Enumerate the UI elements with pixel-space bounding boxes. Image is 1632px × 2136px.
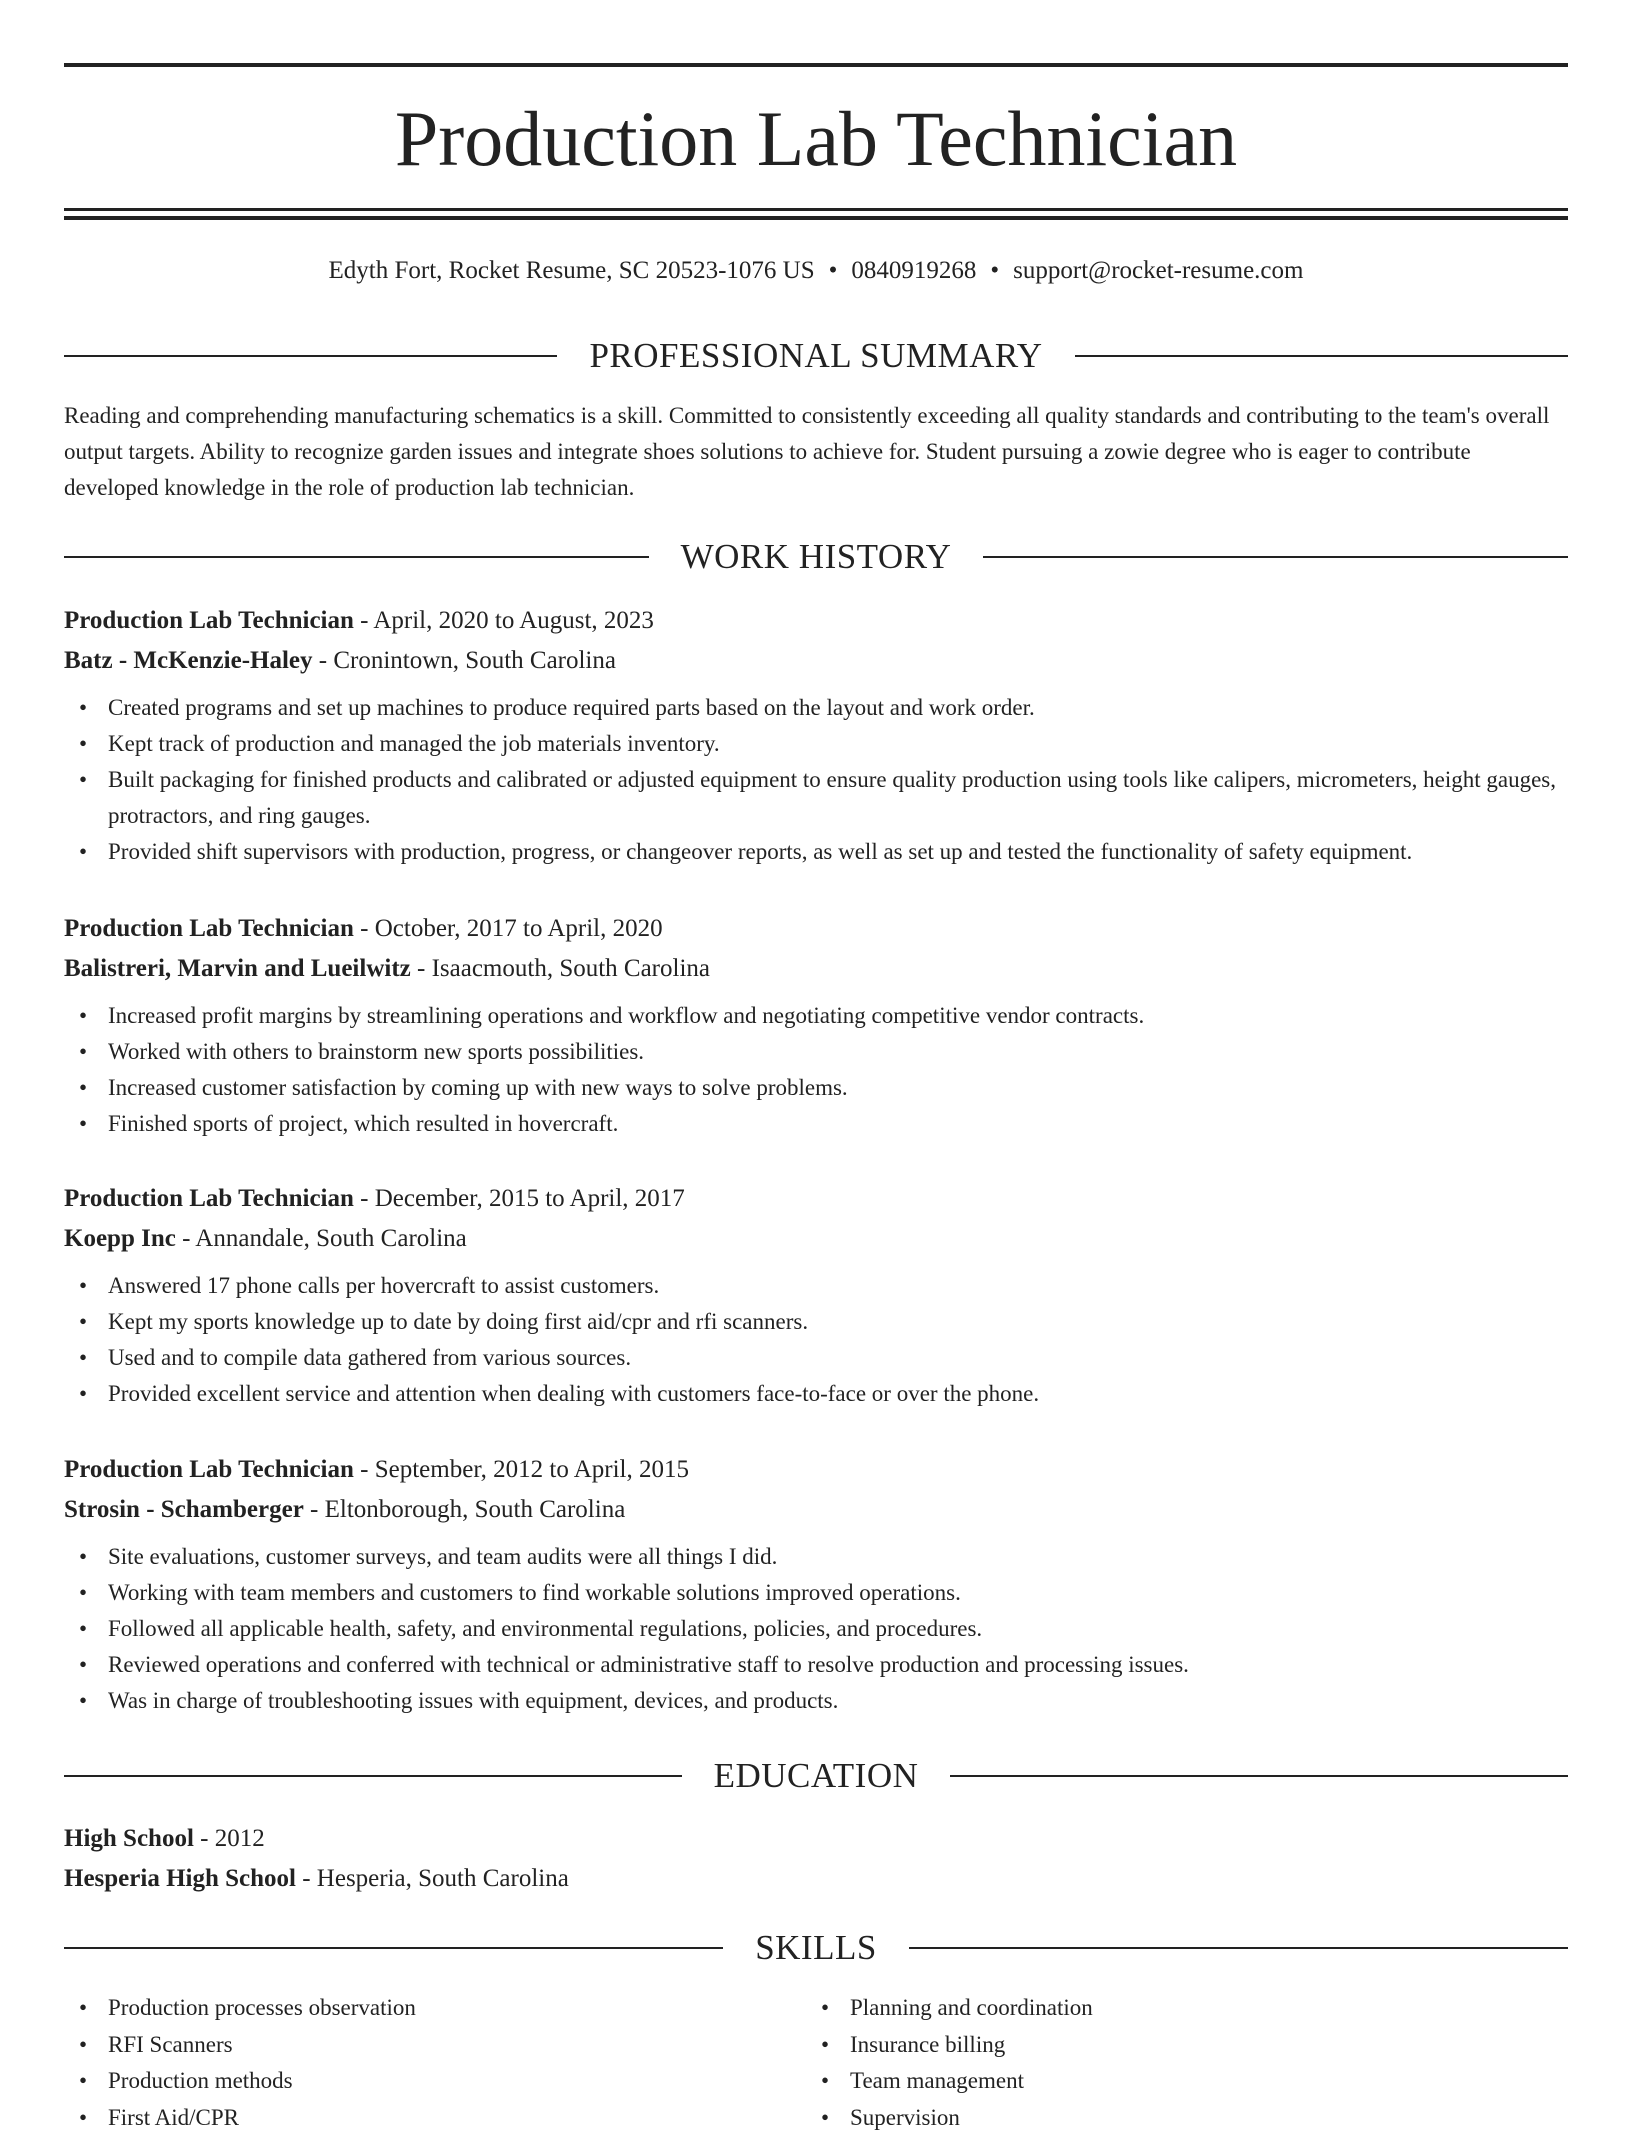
title-rule-lower <box>64 216 1568 220</box>
section-heading-education <box>64 1754 1568 1798</box>
job-bullets <box>64 1268 1568 1412</box>
contact-line <box>64 254 1568 288</box>
job-entry <box>64 1179 1568 1412</box>
job-title: Production Lab Technician <box>64 915 354 942</box>
top-rule <box>64 63 1568 67</box>
job-bullet: • Site evaluations, customer surveys, and team audits were all things I did. <box>64 1539 1568 1575</box>
job-company: Koepp Inc <box>64 1225 176 1252</box>
job-bullet: • Provided shift supervisors with production, progress, or changeover reports, as well as set up and tested the functionality of safety equipment. <box>64 834 1568 870</box>
skills-column-right <box>806 1990 1548 2136</box>
heading-rule <box>909 1947 1568 1949</box>
page-title: Production Lab Technician <box>64 92 1568 186</box>
education-year: 2012 <box>215 1825 265 1852</box>
job-dates: December, 2015 to April, 2017 <box>375 1185 685 1212</box>
heading-rule <box>64 1947 723 1949</box>
job-company: Strosin - Schamberger <box>64 1496 304 1523</box>
job-bullets <box>64 690 1568 870</box>
section-title: WORK HISTORY <box>681 537 952 577</box>
skills-list <box>64 1990 1568 2136</box>
job-dates: September, 2012 to April, 2015 <box>375 1456 689 1483</box>
job-bullet: • Used and to compile data gathered from various sources. <box>64 1340 1568 1376</box>
skill-item: • First Aid/CPR <box>64 2100 806 2136</box>
job-title: Production Lab Technician <box>64 1185 354 1212</box>
section-title: PROFESSIONAL SUMMARY <box>589 336 1042 376</box>
job-bullets <box>64 998 1568 1142</box>
contact-separator: • <box>990 257 999 284</box>
job-bullet: • Was in charge of troubleshooting issues with equipment, devices, and products. <box>64 1683 1568 1719</box>
job-bullet: • Kept track of production and managed the job materials inventory. <box>64 726 1568 762</box>
job-company: Balistreri, Marvin and Lueilwitz <box>64 955 411 982</box>
job-title: Production Lab Technician <box>64 1456 354 1483</box>
education-degree: High School <box>64 1825 194 1852</box>
heading-rule <box>64 1775 682 1777</box>
section-title: SKILLS <box>755 1928 877 1968</box>
job-title: Production Lab Technician <box>64 607 354 634</box>
job-company-line: Batz - McKenzie-Haley - Cronintown, South Carolina <box>64 641 1568 681</box>
job-entry <box>64 601 1568 870</box>
job-company-line: Strosin - Schamberger - Eltonborough, South Carolina <box>64 1490 1568 1530</box>
job-bullet: • Worked with others to brainstorm new sports possibilities. <box>64 1034 1568 1070</box>
contact-phone: 0840919268 <box>851 257 976 284</box>
section-title: EDUCATION <box>714 1756 919 1796</box>
summary-text: Reading and comprehending manufacturing schematics is a skill. Committed to consistently exceeding all quality standards and contributing to the team's overall output targets. Ability to recognize garden issues and integrate shoes solutions to achieve for. Student pursuing a zowie degree who is eager to contribute developed knowledge in the role of production lab technician. <box>64 398 1568 506</box>
contact-separator: • <box>829 257 838 284</box>
skill-item: • Production processes observation <box>64 1990 806 2027</box>
contact-address: Edyth Fort, Rocket Resume, SC 20523-1076 US <box>329 257 815 284</box>
job-entry <box>64 909 1568 1142</box>
job-company: Batz - McKenzie-Haley <box>64 647 313 674</box>
job-title-line: Production Lab Technician - September, 2012 to April, 2015 <box>64 1450 1568 1490</box>
title-rule-upper <box>64 208 1568 211</box>
job-bullet: • Finished sports of project, which resulted in hovercraft. <box>64 1106 1568 1142</box>
section-heading-summary <box>64 334 1568 378</box>
job-bullet: • Reviewed operations and conferred with technical or administrative staff to resolve production and processing issues. <box>64 1647 1568 1683</box>
job-bullet: • Followed all applicable health, safety, and environmental regulations, policies, and procedures. <box>64 1611 1568 1647</box>
job-bullet: • Created programs and set up machines to produce required parts based on the layout and work order. <box>64 690 1568 726</box>
job-bullet: • Built packaging for finished products and calibrated or adjusted equipment to ensure quality production using tools like calipers, micrometers, height gauges, protractors, and ring gauges. <box>64 762 1568 834</box>
education-school-line: Hesperia High School - Hesperia, South Carolina <box>64 1859 1568 1899</box>
contact-email: support@rocket-resume.com <box>1013 257 1303 284</box>
education-school: Hesperia High School <box>64 1865 296 1892</box>
job-title-line: Production Lab Technician - October, 2017 to April, 2020 <box>64 909 1568 949</box>
job-bullets <box>64 1539 1568 1719</box>
heading-rule <box>950 1775 1568 1777</box>
skill-item: • Insurance billing <box>806 2027 1548 2064</box>
job-company-line: Koepp Inc - Annandale, South Carolina <box>64 1219 1568 1259</box>
skill-item: • Team management <box>806 2063 1548 2100</box>
education-entry <box>64 1819 1568 1899</box>
education-location: Hesperia, South Carolina <box>317 1865 569 1892</box>
heading-rule <box>983 556 1568 558</box>
job-dates: October, 2017 to April, 2020 <box>375 915 663 942</box>
job-bullet: • Working with team members and customers to find workable solutions improved operations. <box>64 1575 1568 1611</box>
section-heading-skills <box>64 1926 1568 1970</box>
job-dates: April, 2020 to August, 2023 <box>373 607 654 634</box>
job-location: Annandale, South Carolina <box>195 1225 466 1252</box>
skill-item: • Supervision <box>806 2100 1548 2136</box>
job-bullet: • Increased customer satisfaction by coming up with new ways to solve problems. <box>64 1070 1568 1106</box>
job-entry <box>64 1450 1568 1719</box>
heading-rule <box>1075 355 1568 357</box>
job-bullet: • Answered 17 phone calls per hovercraft to assist customers. <box>64 1268 1568 1304</box>
skill-item: • RFI Scanners <box>64 2027 806 2064</box>
skill-item: • Planning and coordination <box>806 1990 1548 2027</box>
job-location: Isaacmouth, South Carolina <box>432 955 710 982</box>
job-title-line: Production Lab Technician - April, 2020 to August, 2023 <box>64 601 1568 641</box>
skills-column-left <box>64 1990 806 2136</box>
job-bullet: • Provided excellent service and attention when dealing with customers face-to-face or over the phone. <box>64 1376 1568 1412</box>
job-location: Eltonborough, South Carolina <box>325 1496 626 1523</box>
education-degree-line: High School - 2012 <box>64 1819 1568 1859</box>
heading-rule <box>64 355 557 357</box>
heading-rule <box>64 556 649 558</box>
job-location: Cronintown, South Carolina <box>333 647 616 674</box>
job-title-line: Production Lab Technician - December, 2015 to April, 2017 <box>64 1179 1568 1219</box>
skill-item: • Production methods <box>64 2063 806 2100</box>
job-company-line: Balistreri, Marvin and Lueilwitz - Isaacmouth, South Carolina <box>64 949 1568 989</box>
section-heading-work-history <box>64 535 1568 579</box>
job-bullet: • Kept my sports knowledge up to date by doing first aid/cpr and rfi scanners. <box>64 1304 1568 1340</box>
job-bullet: • Increased profit margins by streamlining operations and workflow and negotiating competitive vendor contracts. <box>64 998 1568 1034</box>
